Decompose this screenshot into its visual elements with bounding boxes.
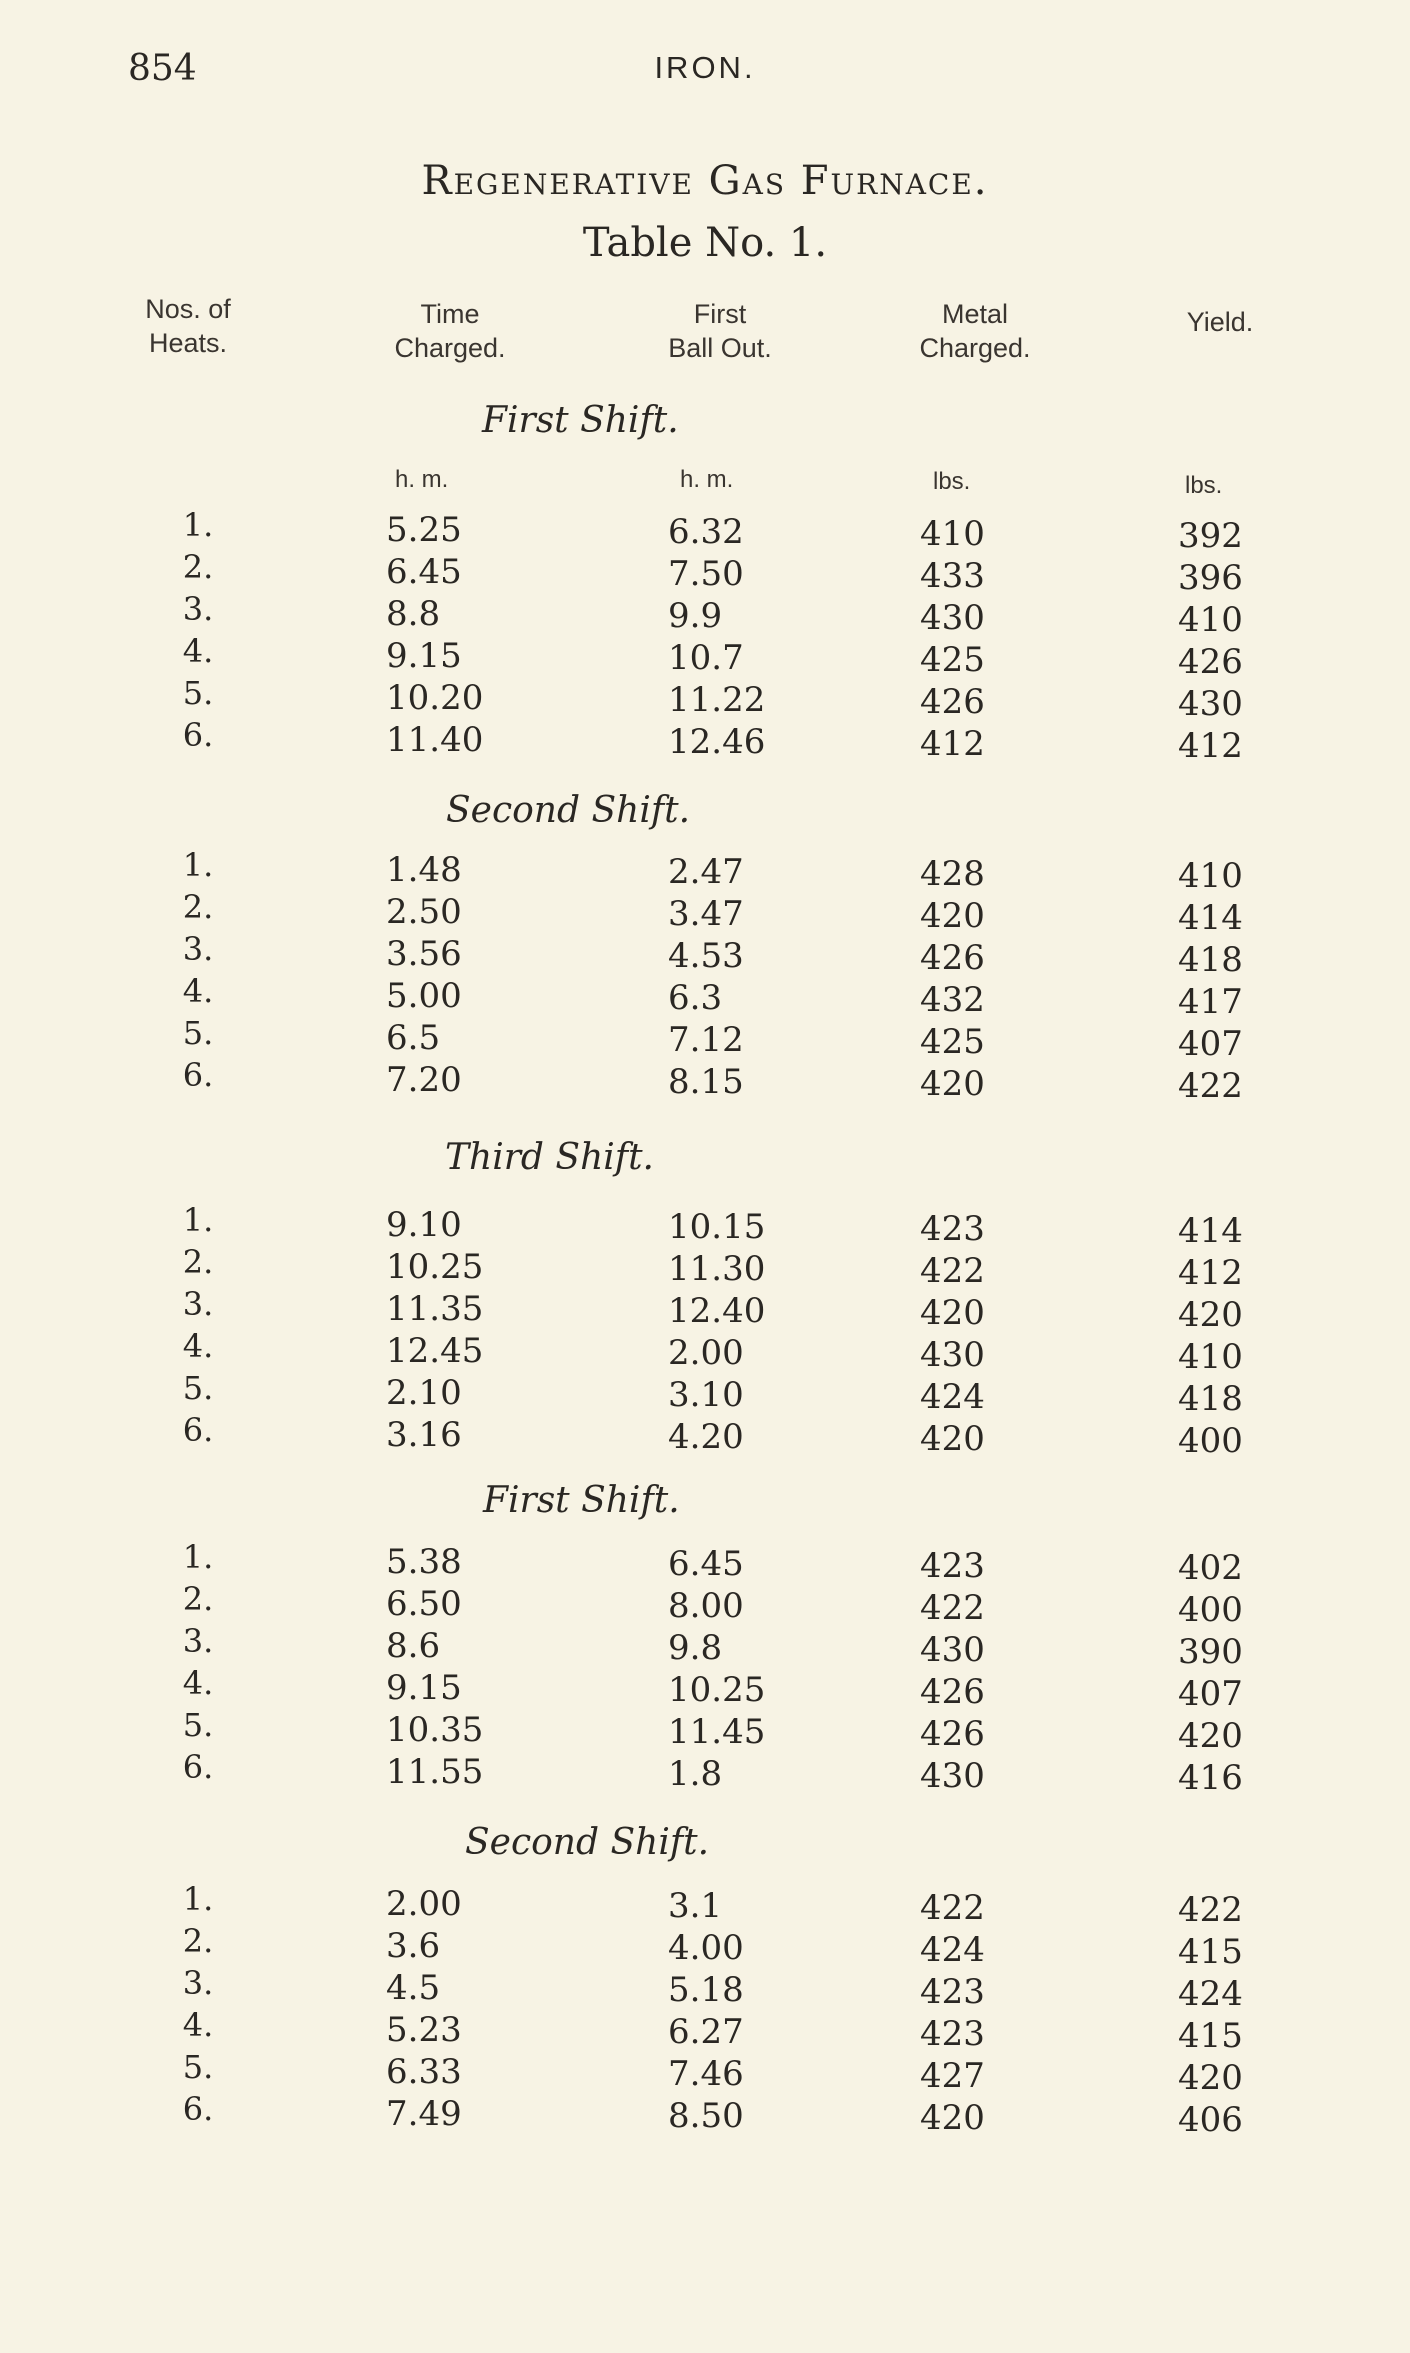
cell-yield: 415: [1178, 1932, 1243, 1972]
cell-time: 10.35: [386, 1710, 484, 1750]
cell-ball: 8.00: [668, 1586, 744, 1626]
heat-number: 1.: [182, 1538, 214, 1576]
heat-number: 3.: [182, 930, 214, 968]
cell-time: 3.16: [386, 1415, 462, 1455]
cell-time: 9.15: [386, 636, 462, 676]
heat-number: 1.: [182, 1201, 214, 1239]
cell-time: 11.40: [386, 720, 484, 760]
column-header-time-line2: Charged.: [394, 333, 506, 363]
heat-number: 2.: [182, 1922, 214, 1960]
heat-number: 4.: [182, 632, 214, 670]
heat-number: 5.: [182, 674, 214, 712]
heat-number: 4.: [182, 1664, 214, 1702]
cell-time: 10.20: [386, 678, 484, 718]
units-time: h. m.: [395, 466, 449, 493]
heat-number: 1.: [182, 846, 214, 884]
units-yield: lbs.: [1185, 472, 1223, 499]
cell-ball: 6.3: [668, 978, 723, 1018]
cell-ball: 11.22: [668, 680, 766, 720]
cell-ball: 12.46: [668, 722, 766, 762]
table-subtitle: Table No. 1.: [582, 220, 828, 266]
cell-ball: 10.25: [668, 1670, 766, 1710]
column-header-heats-line2: Heats.: [148, 328, 228, 358]
heat-number: 5.: [182, 1014, 214, 1052]
cell-yield: 424: [1178, 1974, 1243, 2014]
cell-yield: 418: [1178, 1379, 1243, 1419]
cell-ball: 2.00: [668, 1333, 744, 1373]
cell-yield: 400: [1178, 1590, 1243, 1630]
units-metal: lbs.: [933, 468, 971, 495]
cell-time: 6.45: [386, 552, 462, 592]
column-header-metal-line2: Charged.: [919, 333, 1031, 363]
cell-yield: 390: [1178, 1632, 1243, 1672]
cell-metal: 423: [920, 2014, 985, 2054]
cell-ball: 8.50: [668, 2096, 744, 2136]
cell-ball: 9.8: [668, 1628, 723, 1668]
cell-ball: 8.15: [668, 1062, 744, 1102]
cell-ball: 7.46: [668, 2054, 744, 2094]
running-head: IRON.: [654, 50, 756, 85]
cell-time: 8.8: [386, 594, 441, 634]
cell-yield: 392: [1178, 516, 1243, 556]
shift-heading: Second Shift.: [446, 790, 691, 831]
column-header-metal: [885, 297, 1065, 365]
cell-ball: 6.32: [668, 512, 744, 552]
cell-time: 7.20: [386, 1060, 462, 1100]
cell-yield: 415: [1178, 2016, 1243, 2056]
cell-metal: 422: [920, 1888, 985, 1928]
cell-metal: 412: [920, 724, 985, 764]
cell-metal: 430: [920, 1335, 985, 1375]
cell-time: 5.38: [386, 1542, 462, 1582]
heat-number: 2.: [182, 888, 214, 926]
cell-metal: 422: [920, 1588, 985, 1628]
cell-time: 6.33: [386, 2052, 462, 2092]
cell-ball: 5.18: [668, 1970, 744, 2010]
cell-ball: 11.30: [668, 1249, 766, 1289]
cell-ball: 1.8: [668, 1754, 723, 1794]
column-header-ball: [630, 297, 810, 365]
cell-ball: 3.10: [668, 1375, 744, 1415]
cell-yield: 407: [1178, 1674, 1243, 1714]
cell-ball: 4.00: [668, 1928, 744, 1968]
cell-metal: 430: [920, 1630, 985, 1670]
column-header-ball-line1: First: [693, 299, 747, 329]
cell-ball: 6.27: [668, 2012, 744, 2052]
cell-metal: 427: [920, 2056, 985, 2096]
cell-time: 9.15: [386, 1668, 462, 1708]
heat-number: 1.: [182, 506, 214, 544]
cell-yield: 414: [1178, 898, 1243, 938]
cell-time: 4.5: [386, 1968, 441, 2008]
cell-yield: 422: [1178, 1066, 1243, 1106]
cell-time: 3.56: [386, 934, 462, 974]
cell-metal: 420: [920, 1064, 985, 1104]
heat-number: 2.: [182, 548, 214, 586]
cell-yield: 416: [1178, 1758, 1243, 1798]
shift-heading: First Shift.: [482, 400, 679, 441]
cell-metal: 423: [920, 1546, 985, 1586]
cell-time: 12.45: [386, 1331, 484, 1371]
heat-number: 6.: [182, 1056, 214, 1094]
cell-ball: 7.12: [668, 1020, 744, 1060]
heat-number: 3.: [182, 1285, 214, 1323]
cell-time: 6.50: [386, 1584, 462, 1624]
column-header-metal-line1: Metal: [941, 299, 1009, 329]
cell-yield: 418: [1178, 940, 1243, 980]
cell-yield: 402: [1178, 1548, 1243, 1588]
table-title: Regenerative Gas Furnace.: [421, 158, 989, 204]
column-header-time-line1: Time: [420, 299, 480, 329]
cell-ball: 4.53: [668, 936, 744, 976]
cell-yield: 400: [1178, 1421, 1243, 1461]
cell-yield: 430: [1178, 684, 1243, 724]
heat-number: 6.: [182, 1748, 214, 1786]
cell-time: 2.00: [386, 1884, 462, 1924]
cell-metal: 433: [920, 556, 985, 596]
cell-ball: 6.45: [668, 1544, 744, 1584]
cell-metal: 430: [920, 598, 985, 638]
heat-number: 2.: [182, 1243, 214, 1281]
heat-number: 5.: [182, 2048, 214, 2086]
cell-metal: 420: [920, 1293, 985, 1333]
cell-metal: 420: [920, 896, 985, 936]
cell-metal: 428: [920, 854, 985, 894]
cell-ball: 7.50: [668, 554, 744, 594]
cell-time: 8.6: [386, 1626, 441, 1666]
cell-time: 9.10: [386, 1205, 462, 1245]
cell-metal: 430: [920, 1756, 985, 1796]
shift-heading: First Shift.: [483, 1480, 680, 1521]
column-header-heats: [118, 292, 258, 360]
cell-metal: 423: [920, 1972, 985, 2012]
cell-time: 11.55: [386, 1752, 484, 1792]
column-header-ball-line2: Ball Out.: [668, 333, 772, 363]
cell-yield: 410: [1178, 1337, 1243, 1377]
cell-yield: 420: [1178, 1716, 1243, 1756]
cell-yield: 426: [1178, 642, 1243, 682]
cell-metal: 426: [920, 1714, 985, 1754]
heat-number: 6.: [182, 1411, 214, 1449]
heat-number: 4.: [182, 1327, 214, 1365]
cell-ball: 9.9: [668, 596, 723, 636]
cell-metal: 425: [920, 640, 985, 680]
cell-metal: 422: [920, 1251, 985, 1291]
cell-yield: 420: [1178, 2058, 1243, 2098]
cell-yield: 420: [1178, 1295, 1243, 1335]
heat-number: 3.: [182, 1622, 214, 1660]
heat-number: 5.: [182, 1369, 214, 1407]
cell-yield: 396: [1178, 558, 1243, 598]
cell-yield: 406: [1178, 2100, 1243, 2140]
heat-number: 6.: [182, 2090, 214, 2128]
cell-ball: 10.7: [668, 638, 744, 678]
column-header-yield-line1: Yield.: [1186, 307, 1254, 337]
cell-yield: 417: [1178, 982, 1243, 1022]
cell-ball: 2.47: [668, 852, 744, 892]
page-number: 854: [128, 48, 197, 89]
column-header-heats-line1: Nos. of: [145, 294, 231, 324]
heat-number: 4.: [182, 2006, 214, 2044]
cell-time: 6.5: [386, 1018, 441, 1058]
cell-yield: 412: [1178, 726, 1243, 766]
shift-heading: Third Shift.: [445, 1137, 655, 1178]
shift-heading: Second Shift.: [465, 1822, 710, 1863]
cell-metal: 425: [920, 1022, 985, 1062]
cell-yield: 407: [1178, 1024, 1243, 1064]
cell-metal: 420: [920, 2098, 985, 2138]
heat-number: 6.: [182, 716, 214, 754]
cell-time: 10.25: [386, 1247, 484, 1287]
cell-time: 3.6: [386, 1926, 441, 1966]
heat-number: 2.: [182, 1580, 214, 1618]
cell-yield: 412: [1178, 1253, 1243, 1293]
cell-metal: 426: [920, 1672, 985, 1712]
cell-time: 5.00: [386, 976, 462, 1016]
cell-ball: 3.47: [668, 894, 744, 934]
heat-number: 3.: [182, 1964, 214, 2002]
cell-ball: 3.1: [668, 1886, 723, 1926]
cell-ball: 12.40: [668, 1291, 766, 1331]
cell-time: 5.23: [386, 2010, 462, 2050]
cell-metal: 424: [920, 1377, 985, 1417]
cell-time: 2.10: [386, 1373, 462, 1413]
cell-time: 5.25: [386, 510, 462, 550]
cell-ball: 10.15: [668, 1207, 766, 1247]
cell-time: 11.35: [386, 1289, 484, 1329]
cell-time: 2.50: [386, 892, 462, 932]
cell-yield: 414: [1178, 1211, 1243, 1251]
cell-metal: 424: [920, 1930, 985, 1970]
cell-metal: 410: [920, 514, 985, 554]
cell-yield: 422: [1178, 1890, 1243, 1930]
cell-time: 1.48: [386, 850, 462, 890]
heat-number: 5.: [182, 1706, 214, 1744]
cell-metal: 432: [920, 980, 985, 1020]
cell-ball: 11.45: [668, 1712, 766, 1752]
units-ball: h. m.: [680, 466, 734, 493]
heat-number: 3.: [182, 590, 214, 628]
column-header-yield: [1140, 305, 1300, 339]
cell-yield: 410: [1178, 856, 1243, 896]
cell-metal: 420: [920, 1419, 985, 1459]
cell-time: 7.49: [386, 2094, 462, 2134]
cell-metal: 423: [920, 1209, 985, 1249]
cell-ball: 4.20: [668, 1417, 744, 1457]
heat-number: 1.: [182, 1880, 214, 1918]
heat-number: 4.: [182, 972, 214, 1010]
cell-metal: 426: [920, 682, 985, 722]
column-header-time: [360, 297, 540, 365]
cell-metal: 426: [920, 938, 985, 978]
cell-yield: 410: [1178, 600, 1243, 640]
